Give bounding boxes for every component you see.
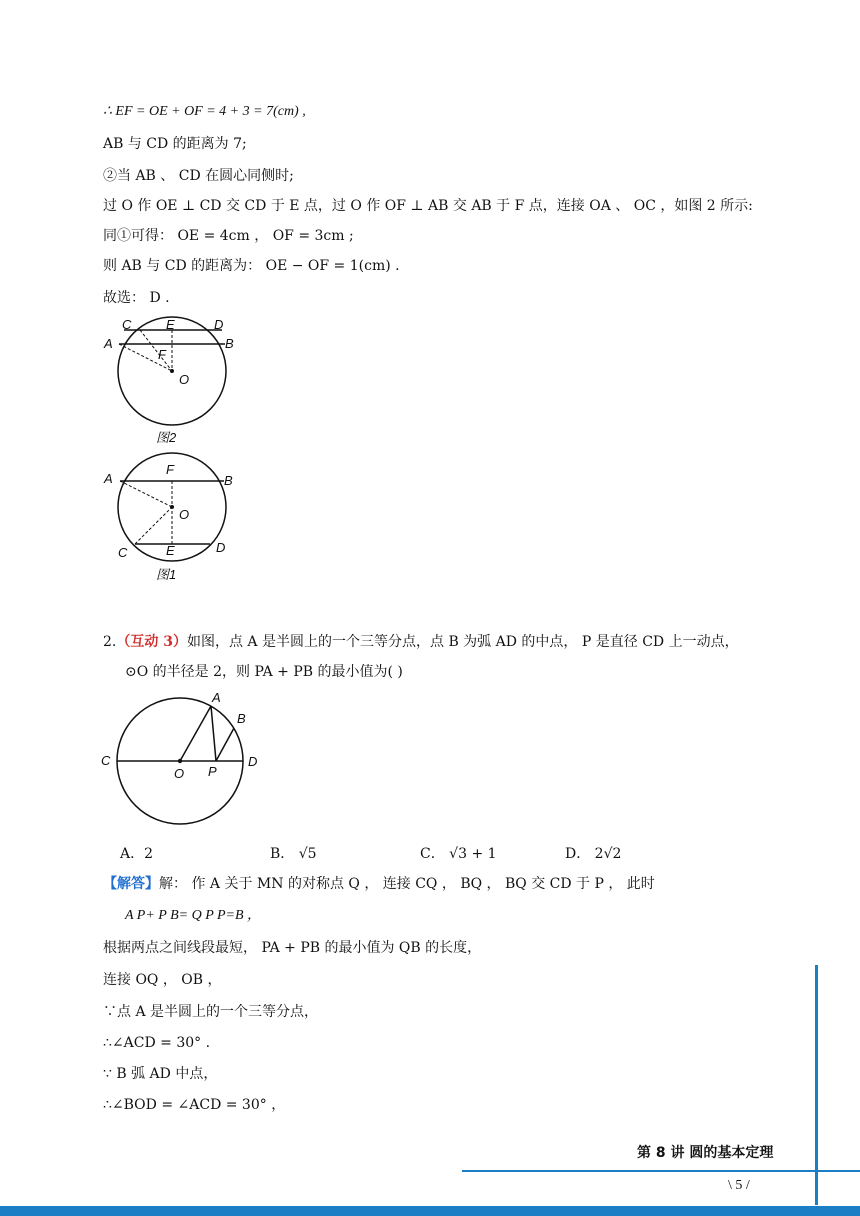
text-line-3: ②当 AB 、 CD 在圆心同侧时; — [103, 168, 294, 184]
fig2-label-a: A — [104, 336, 113, 351]
fig2-label-o: O — [179, 372, 190, 387]
problem-2-stem-line-2: ⊙O 的半径是 2，则 PA + PB 的最小值为( ) — [125, 664, 403, 680]
fig2-label-b: B — [225, 336, 234, 351]
figure-1 — [100, 449, 250, 571]
text-line-6: 则 AB 与 CD 的距离为： OE − OF = 1(cm) . — [103, 258, 400, 274]
solution-line-7: ∵ B 弧 AD 中点， — [103, 1066, 218, 1082]
fig2-label-f: F — [158, 347, 166, 362]
fig3-label-d: D — [248, 754, 258, 769]
text-line-7: 故选： D . — [103, 290, 170, 306]
fig3-label-b: B — [237, 711, 246, 726]
solution-line-1 — [103, 874, 655, 894]
page-number: \ 5 / — [728, 1178, 750, 1193]
fig1-label-f: F — [166, 462, 174, 477]
choice-c: C． √3 + 1 — [420, 846, 497, 862]
problem-tag: （互动 3） — [116, 634, 187, 650]
solution-line-5: ∵点 A 是半圆上的一个三等分点， — [103, 1004, 319, 1020]
fig2-label-e: E — [166, 317, 175, 332]
footer-vertical-rule — [815, 965, 818, 1205]
fig1-label-a: A — [104, 471, 113, 486]
fig3-label-a: A — [212, 690, 221, 705]
text-line-5: 同①可得： OE = 4cm ， OF = 3cm ; — [103, 228, 354, 244]
problem-2-stem-line-1 — [103, 632, 739, 652]
bottom-bar — [0, 1206, 860, 1216]
solution-line-3: 根据两点之间线段最短， PA + PB 的最小值为 QB 的长度， — [103, 940, 482, 956]
figure-2-caption: 图2 — [156, 430, 177, 445]
solution-tag: 【解答】 — [103, 876, 159, 892]
text-line-1: ∴ EF = OE + OF = 4 + 3 = 7(cm) , — [103, 104, 306, 119]
fig2-label-d: D — [214, 317, 224, 332]
choice-b: B． √5 — [270, 846, 317, 862]
text-line-4: 过 O 作 OE ⊥ CD 交 CD 于 E 点，过 O 作 OF ⊥ AB 交 AB 于 F 点，连接 OA 、 OC ，如图 2 所示: — [103, 198, 753, 214]
footer-title: 第 8 讲 圆的基本定理 — [637, 1145, 774, 1161]
figure-2 — [100, 316, 250, 432]
figure-1-caption: 图1 — [156, 567, 177, 582]
fig1-label-o: O — [179, 507, 190, 522]
footer-rule — [462, 1170, 860, 1172]
choice-d: D． 2√2 — [565, 846, 622, 862]
fig2-label-c: C — [122, 317, 132, 332]
fig1-label-e: E — [166, 543, 175, 558]
solution-line-4: 连接 OQ ， OB ， — [103, 972, 222, 988]
fig3-label-o: O — [174, 766, 185, 781]
fig1-label-c: C — [118, 545, 128, 560]
fig3-label-c: C — [101, 753, 111, 768]
solution-text: 解： 作 A 关于 MN 的对称点 Q ， 连接 CQ ， BQ ， BQ 交 CD 于 P ， 此时 — [159, 876, 655, 892]
problem-stem: 如图，点 A 是半圆上的一个三等分点，点 B 为弧 AD 的中点， P 是直径 CD 上一动点， — [186, 634, 739, 650]
fig1-label-b: B — [224, 473, 233, 488]
solution-line-2: A P+ P B= Q P P=B ， — [125, 908, 262, 923]
choice-a: A．2 — [120, 846, 154, 862]
fig3-label-p: P — [208, 764, 217, 779]
figure-3 — [98, 690, 268, 834]
solution-line-6: ∴∠ACD = 30° . — [103, 1035, 211, 1051]
problem-number: 2. — [103, 634, 117, 650]
solution-line-8: ∴∠BOD = ∠ACD = 30° ， — [103, 1097, 286, 1113]
text-line-2: AB 与 CD 的距离为 7; — [103, 136, 247, 152]
fig1-label-d: D — [216, 540, 226, 555]
